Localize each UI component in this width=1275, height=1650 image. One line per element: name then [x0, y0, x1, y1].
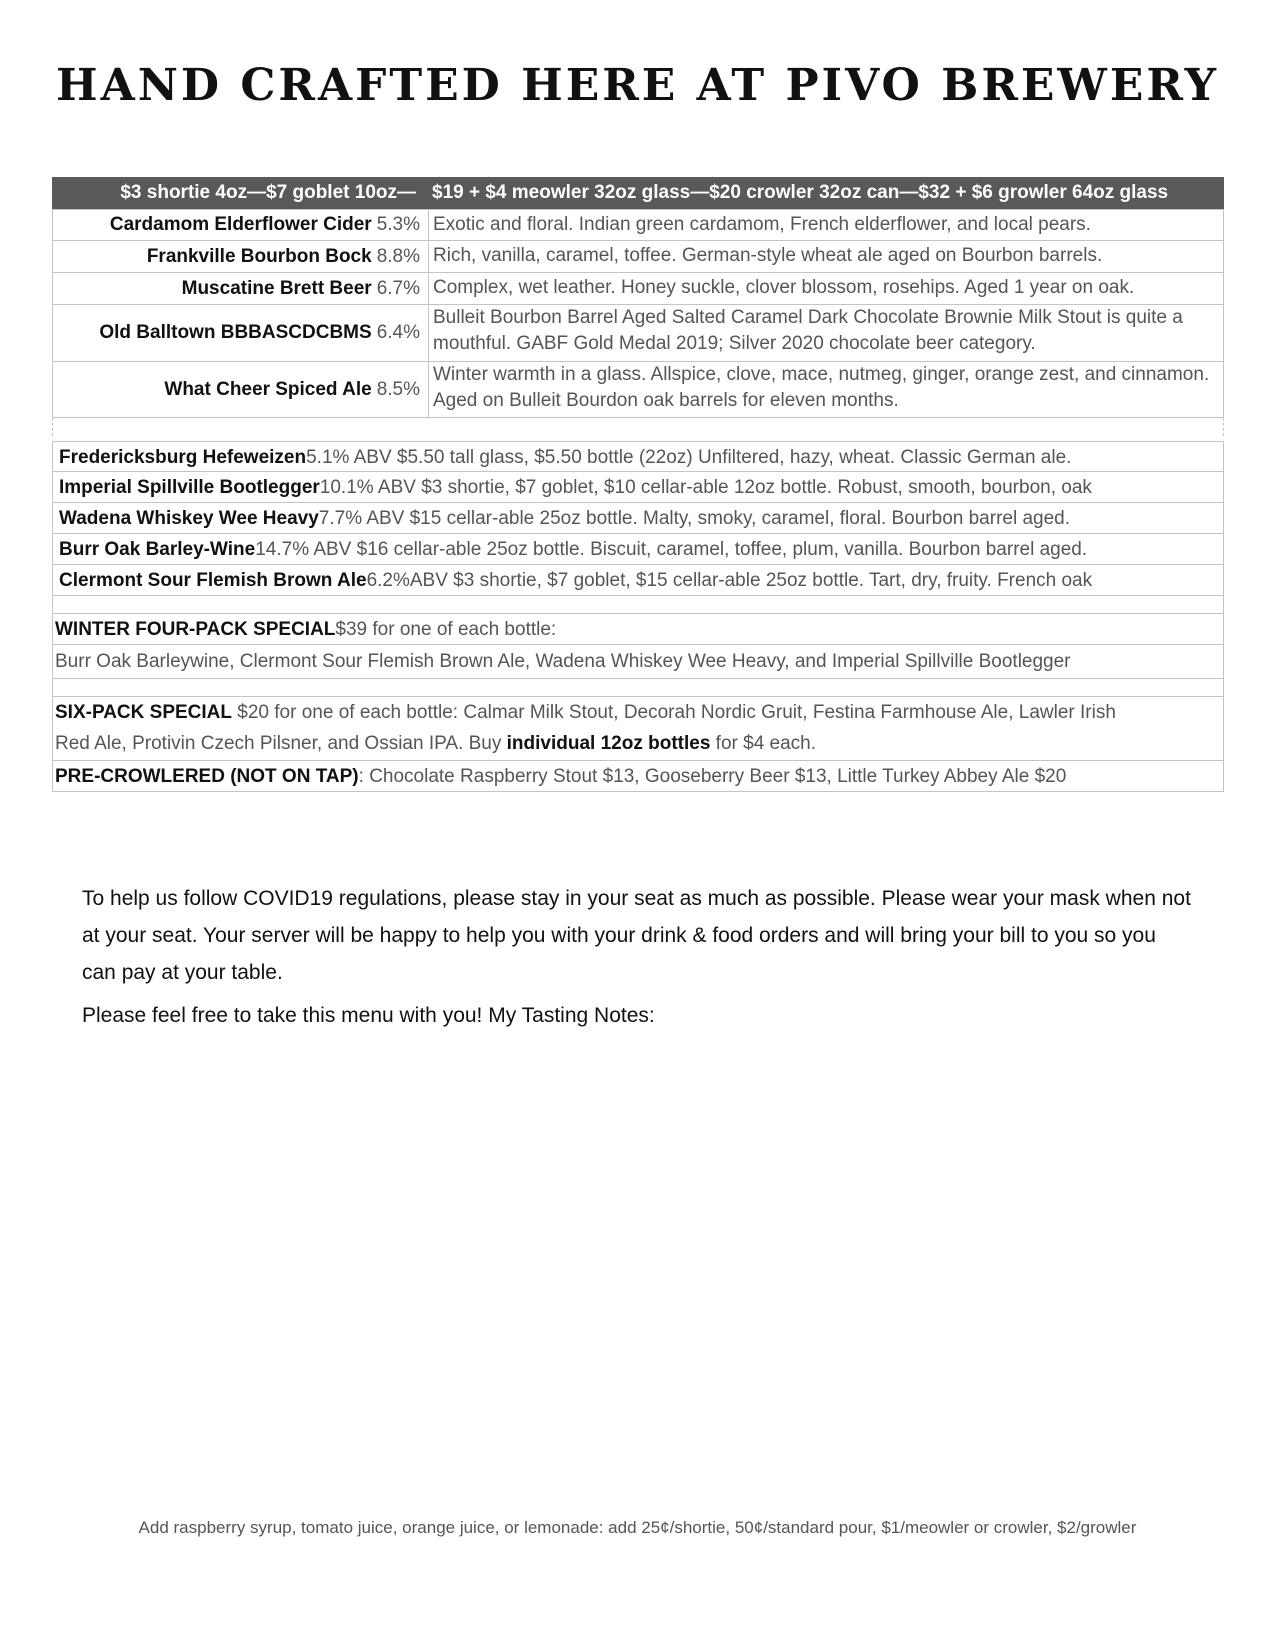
beer-details: 6.2%ABV $3 shortie, $7 goblet, $15 cellar-able 25oz bottle. Tart, dry, fruity. French oak — [366, 570, 1093, 591]
price-header-left: $3 shortie 4oz—$7 goblet 10oz— — [120, 182, 416, 203]
beer-name: Cardamom Elderflower Cider — [109, 214, 372, 235]
beer-abv: 8.8% — [376, 245, 420, 267]
six-pack-text-2: Red Ale, Protivin Czech Pilsner, and Ossian IPA. Buy — [55, 733, 507, 754]
beer-abv: 8.5% — [376, 378, 420, 400]
beer-description: Winter warmth in a glass. Allspice, clove, mace, nutmeg, ginger, orange zest, and cinnamon. Aged on Bulleit Bourdon oak barrels for eleven months. — [433, 364, 1210, 411]
tap-beer-table — [52, 177, 1224, 436]
six-pack-special — [52, 697, 1224, 761]
beer-name: Wadena Whiskey Wee Heavy — [59, 508, 319, 529]
page-title: HAND CRAFTED HERE AT PIVO BREWERY — [56, 60, 1219, 111]
six-pack-individual: individual 12oz bottles — [506, 733, 711, 754]
beer-details: 10.1% ABV $3 shortie, $7 goblet, $10 cellar-able 12oz bottle. Robust, smooth, bourbon, oak — [319, 477, 1092, 498]
beer-details: 7.7% ABV $15 cellar-able 25oz bottle. Malty, smoky, caramel, floral. Bourbon barrel aged. — [318, 508, 1071, 529]
six-pack-text: $20 for one of each bottle: Calmar Milk Stout, Decorah Nordic Gruit, Festina Farmhouse Ale, Lawler Irish — [232, 702, 1116, 723]
pre-crowlered-text: : Chocolate Raspberry Stout $13, Gooseberry Beer $13, Little Turkey Abbey Ale $20 — [358, 766, 1067, 787]
price-header-row — [52, 177, 1224, 209]
table-row — [52, 241, 1224, 273]
list-item — [52, 503, 1224, 534]
table-row — [52, 362, 1224, 418]
table-row — [52, 305, 1224, 362]
table-row — [52, 273, 1224, 305]
beer-name: Muscatine Brett Beer — [181, 277, 372, 299]
six-pack-label: SIX-PACK SPECIAL — [55, 702, 233, 723]
price-header-right: $19 + $4 meowler 32oz glass—$20 crowler 32oz can—$32 + $6 growler 64oz glass — [432, 182, 1169, 203]
list-item — [52, 565, 1224, 596]
beer-abv: 6.4% — [376, 322, 420, 343]
beer-abv: 6.7% — [376, 277, 420, 299]
beer-name: Burr Oak Barley-Wine — [59, 539, 256, 560]
beer-name: Clermont Sour Flemish Brown Ale — [59, 570, 367, 591]
winter-pack-heading — [52, 614, 1224, 645]
beer-name: Frankville Bourbon Bock — [146, 245, 372, 267]
beer-description: Bulleit Bourbon Barrel Aged Salted Caramel Dark Chocolate Brownie Milk Stout is quite a mouthful. GABF Gold Medal 2019; Silver 2020 chocolate beer category. — [433, 307, 1183, 354]
beer-name: Old Balltown BBBASCDCBMS — [99, 322, 372, 343]
pre-crowlered-label: PRE-CROWLERED (NOT ON TAP) — [55, 766, 359, 787]
beer-abv: 5.3% — [376, 214, 420, 235]
six-pack-text-3: for $4 each. — [710, 733, 817, 754]
beer-name: Fredericksburg Hefeweizen — [59, 447, 307, 468]
take-menu-note: Please feel free to take this menu with you! My Tasting Notes: — [82, 1004, 655, 1027]
beer-details: 14.7% ABV $16 cellar-able 25oz bottle. Biscuit, caramel, toffee, plum, vanilla. Bourbon barrel aged. — [255, 539, 1088, 560]
winter-pack-label: WINTER FOUR-PACK SPECIAL — [55, 619, 336, 640]
beer-description: Rich, vanilla, caramel, toffee. German-style wheat ale aged on Bourbon barrels. — [433, 245, 1103, 266]
beer-name: What Cheer Spiced Ale — [164, 378, 372, 400]
list-item — [52, 441, 1224, 472]
pre-crowlered-row — [52, 761, 1224, 792]
table-divider — [52, 596, 1224, 614]
beer-details: 5.1% ABV $5.50 tall glass, $5.50 bottle (22oz) Unfiltered, hazy, wheat. Classic German ale. — [306, 447, 1072, 468]
footer-note: Add raspberry syrup, tomato juice, orange juice, or lemonade: add 25¢/shortie, 50¢/standard pour, $1/meowler or crowler, $2/growler — [138, 1518, 1137, 1537]
beer-name: Imperial Spillville Bootlegger — [59, 477, 320, 498]
winter-pack-price: $39 for one of each bottle: — [335, 619, 557, 640]
beer-description: Exotic and floral. Indian green cardamom, French elderflower, and local pears. — [433, 214, 1091, 235]
winter-pack-list: Burr Oak Barleywine, Clermont Sour Flemish Brown Ale, Wadena Whiskey Wee Heavy, and Imperial Spillville Bootlegger — [52, 645, 1224, 679]
table-divider — [52, 679, 1224, 697]
beer-description: Complex, wet leather. Honey suckle, clover blossom, rosehips. Aged 1 year on oak. — [433, 277, 1135, 298]
list-item — [52, 472, 1224, 503]
table-row — [52, 209, 1224, 241]
bottle-beer-list — [52, 441, 1224, 792]
table-divider — [52, 418, 1224, 436]
covid-note: To help us follow COVID19 regulations, please stay in your seat as much as possible. Please wear your mask when not at your seat. Your server will be happy to help you with your drink & food orders and will bring your bill to you so you can pay at your table. — [82, 887, 1191, 984]
list-item — [52, 534, 1224, 565]
